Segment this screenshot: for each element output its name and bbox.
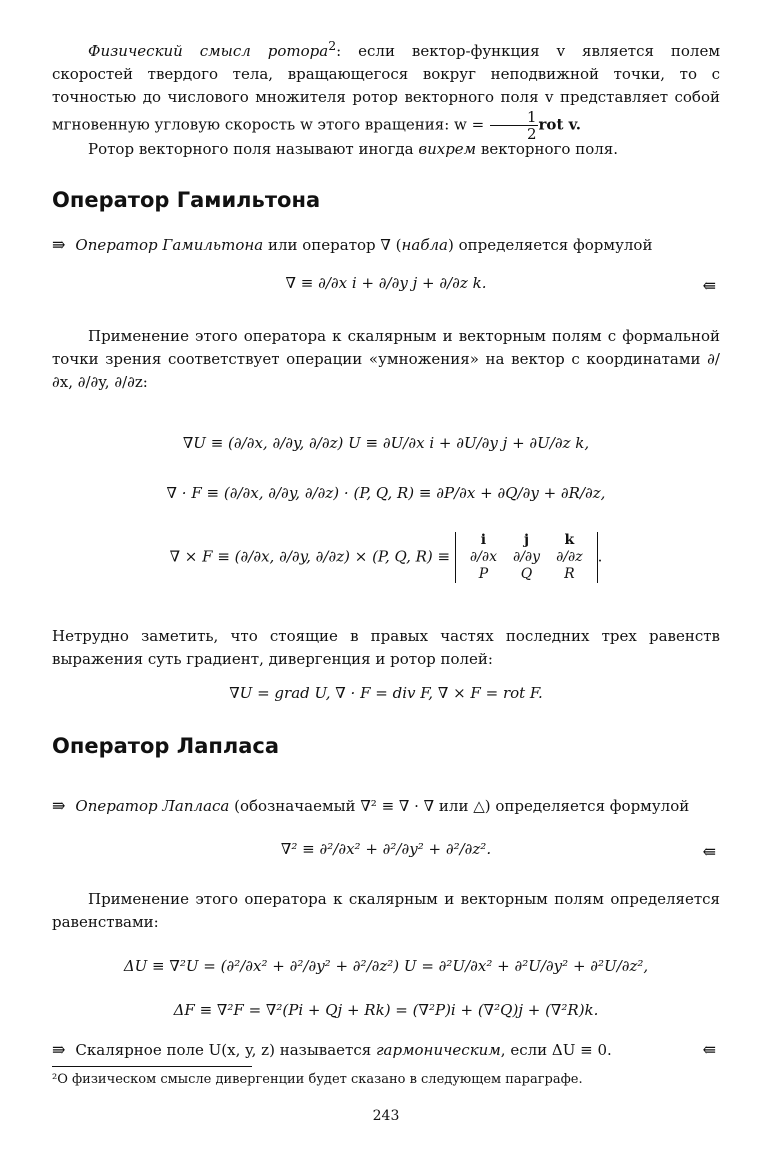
paragraph-vortex: Ротор векторного поля называют иногда вихрем векторного поля.	[88, 140, 618, 158]
paragraph-observation: Нетрудно заметить, что стоящие в правых частях последних трех равенств выражения суть градиент, дивергенция и ротор полей:	[52, 627, 720, 668]
term-laplace: Оператор Лапласа	[75, 797, 230, 815]
equation-rotor: ∇ × F ≡ (∂/∂x, ∂/∂y, ∂/∂z) × (P, Q, R) ≡ i j k ∂/∂x ∂/∂y ∂/∂z P Q R .	[169, 532, 603, 582]
rot-v: rot v.	[538, 115, 582, 134]
determinant: i j k ∂/∂x ∂/∂y ∂/∂z P Q R	[455, 532, 598, 583]
term-rotor-meaning: Физический смысл ротора	[88, 42, 329, 60]
equation-divergence: ∇ · F ≡ (∂/∂x, ∂/∂y, ∂/∂z) · (P, Q, R) ≡ ∂P/∂x + ∂Q/∂y + ∂R/∂z,	[166, 484, 606, 502]
definition-laplace: ⇛ Оператор Лапласа (обозначаемый ∇² ≡ ∇ · ∇ или △) определяется формулой	[52, 796, 690, 815]
term-hamilton: Оператор Гамильтона	[75, 236, 264, 254]
definition-start-marker: ⇛	[52, 235, 66, 254]
paragraph-rotor-meaning	[52, 34, 720, 142]
fraction-half: $\frac{1}{2}$	[490, 109, 538, 142]
equation-summary: ∇U = grad U, ∇ · F = div F, ∇ × F = rot F.	[229, 684, 543, 702]
term-nabla: набла	[401, 236, 448, 254]
definition-hamilton: ⇛ Оператор Гамильтона или оператор ∇ (набла) определяется формулой	[52, 235, 653, 254]
definition-harmonic: ⇛ Скалярное поле U(x, y, z) называется гармоническим, если ΔU ≡ 0.	[52, 1040, 612, 1059]
definition-start-marker: ⇛	[52, 796, 66, 815]
equation-laplace: ∇² ≡ ∂²/∂x² + ∂²/∂y² + ∂²/∂z².	[280, 840, 492, 858]
footnote: ²О физическом смысле дивергенции будет сказано в следующем параграфе.	[52, 1072, 583, 1087]
definition-start-marker: ⇛	[52, 1040, 66, 1059]
equation-laplace-vector: ΔF ≡ ∇²F = ∇²(Pi + Qj + Rk) = (∇²P)i + (∇²Q)j + (∇²R)k.	[173, 1001, 599, 1019]
equation-nabla: ∇ ≡ ∂/∂x i + ∂/∂y j + ∂/∂z k.	[285, 274, 487, 292]
definition-end-marker: ⇚	[702, 842, 716, 861]
paragraph-application: Применение этого оператора к скалярным и векторным полям с формальной точки зрения соответствует операции «умножения» на вектор с координатами ∂/∂x, ∂/∂y, ∂/∂z:	[52, 327, 720, 391]
heading-laplace: Оператор Лапласа	[52, 734, 280, 758]
footnote-ref: 2	[328, 38, 337, 53]
equation-laplace-scalar: ΔU ≡ ∇²U = (∂²/∂x² + ∂²/∂y² + ∂²/∂z²) U = ∂²U/∂x² + ∂²U/∂y² + ∂²U/∂z²,	[123, 957, 649, 975]
term-harmonic: гармоническим	[375, 1041, 501, 1059]
definition-end-marker: ⇚	[702, 1040, 716, 1059]
page-number: 243	[372, 1108, 400, 1124]
rotor-meaning-text: : если вектор-функция v является полем скоростей твердого тела, вращающегося вокруг неподвижной точки, то с точностью до числового множителя ротор векторного поля v представляет собой мгновенную угловую скорость w этого вращения: w =	[52, 42, 720, 134]
definition-end-marker: ⇚	[702, 276, 716, 295]
paragraph-laplace-application: Применение этого оператора к скалярным и векторным полям определяется равенствами:	[52, 890, 720, 931]
heading-hamilton: Оператор Гамильтона	[52, 188, 321, 212]
footnote-rule	[52, 1066, 252, 1067]
equation-gradient: ∇U ≡ (∂/∂x, ∂/∂y, ∂/∂z) U ≡ ∂U/∂x i + ∂U/∂y j + ∂U/∂z k,	[182, 434, 590, 452]
term-vortex: вихрем	[418, 140, 477, 158]
